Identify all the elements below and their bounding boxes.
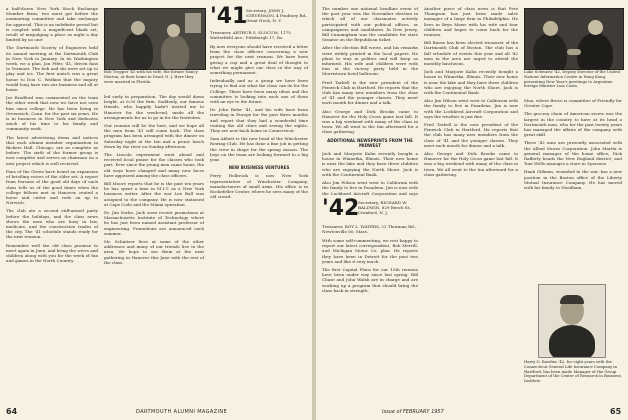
treasurer-line: Treasurer, ARTHUR S. SLOCUM, 1175 Watterfield Ave., Pittsburgh 17, Pa. [210, 30, 291, 40]
paragraph: Sam Abbott is the new head of the Winchester Rowing Club. He has done a fine job in getting the crew in shape for the spring season. The boys on the team are looking forward to a big year. [210, 136, 308, 163]
tropper-couple-photo [104, 8, 206, 70]
portrait-body [549, 325, 595, 358]
section-subhead: ADDITIONAL NEWSPRINTS FROM THE MIDWEST [327, 137, 413, 148]
paragraph: Jack and Marjorie Kahn recently bought a house in Winnetka, Illinois. Their new home is near the lake and they have three children who are enjoying the North Shore. Jack is with the Continental Bank. [322, 151, 418, 177]
left-column-1 [6, 6, 98, 404]
paragraph: Mr. Schnitzer lives at some of the other addresses and many of our friends live in the area. We hope to see them at the next gathering in Hanover this June with the rest of the class. [104, 239, 204, 265]
paragraph: Also Jim Wilson went west to California with the family to live in Pasadena. Jim is now with the Lockheed Aircraft Corporation and says [322, 180, 418, 196]
man-right-head [588, 20, 603, 35]
rawlins-portrait-photo [538, 284, 606, 358]
section-subhead: NEW BUSINESS VENTURES [228, 165, 290, 171]
right-column-2 [424, 6, 518, 404]
paragraph: Also Jim Wilson went west to California with the family to live in Pasadena. Jim is now with the Lockheed Aircraft Corporation and says the weather is just fine. [424, 98, 518, 119]
paragraph: The grocery chain of American stores was the largest in the country to have at its head a Dartmouth man, who for the past twenty years has managed the affairs of the company with great skill. [524, 111, 622, 138]
issue-label: Issue of FEBRUARY 1957 [382, 409, 444, 415]
schwartz-greeting-photo [524, 8, 624, 70]
woman-figure [161, 35, 189, 70]
man-head [131, 21, 145, 35]
photo-caption: Harry O. Rawlins '42, for eight years with the Connecticut General Life Insurance Company in Hartford, has been made Manager of the Group Department of the Center of Research in Business Institute. [524, 360, 621, 384]
magazine-title: DARTMOUTH ALUMNI MAGAZINE [136, 409, 228, 415]
paragraph: Remember well the old class promise to meet again in June, and bring the wives and children along with you for the week of fun and games in the North Country. [6, 242, 98, 264]
paragraph: Three '42 men are presently associated with the Allied Stores Corporation. John Martin is general manager of the home office; Dick Rafferty heads the New England district; and Tom Wells manages a store in Syracuse. [524, 140, 622, 167]
right-column-3 [524, 98, 622, 280]
paragraph: Bill Burns has been elected treasurer of the Dartmouth Club of Boston. The club has a full schedule of events this year and all '42 men in the area are urged to attend the monthly luncheons. [424, 40, 518, 67]
paragraph: By now everyone should have received a letter from the class officers concerning a new project for the next reunion. We have been giving a cup and a great deal of thought to what we might give our class in the way of something permanent. [210, 44, 308, 76]
secretary-line: Secretary, JOHN J. STEVENSON, 4 Poultney Rd., Great Neck, N. Y. [246, 8, 308, 23]
paragraph: Hank Gillman, wounded in the war, has a new position in the Boston office of the Liberty Mutual Insurance Company. He has moved with his family to Needham. [524, 169, 622, 191]
treasurer-line: Treasurer, ROY L. WATERS, 22 Thurman Rd., Newtonville 60, Mass. [322, 224, 417, 234]
paragraph: Fred Tarbell is the new president of the Fenwick Club in Hartford. He reports that the club has many new members from the class of '41 and the younger classes. They meet each month for dinner and a talk. [424, 122, 518, 148]
man-left-figure [533, 33, 567, 70]
left-column-2 [104, 94, 204, 404]
paragraph: Our reunion will be the best, and we hope all the men from '41 will come back. The class program has been arranged with the dinner on Saturday night at the Inn and a picnic lunch down by the river on Sunday afternoon. [104, 123, 204, 149]
photo-caption: Luke Schwartz '42, Deputy Director of the United Nations Information Centre in Hong Kong, presenting New Year's greetings to Argentine foreign Minister Luis Costa. [524, 70, 620, 89]
man-right-figure [577, 33, 613, 70]
paragraph: After the election Bill wrote, and his remarks were widely printed in the local papers. He plans to stay in politics and will keep us informed. His wife and children were with him at the victory party held in the Morristown hotel ballroom. [322, 45, 418, 77]
left-page [0, 0, 312, 420]
paragraph: Fred Tarbell is the new president of the Fenwick Club in Hartford. He reports that the club has many new members from the class of '41 and the younger classes. They meet each month for dinner and a talk. [322, 79, 418, 106]
page-number: 64 [6, 407, 18, 416]
paragraph: Perry Holbrook is now New York representative of Winchester Company, manufacturers of small arms. His office is in Rockefeller Center, where he sees many of the old crowd. [210, 173, 308, 200]
paragraph: The number one national headline event of the past year was the November election in which all of our classmates actively participated with our political offices, or campaigners and candidates. In New Jersey, Bill Cunningham was the candidate for state Senator on the Republican ticket. [322, 6, 418, 43]
paragraph: Bill Moore reports that he is the past ten years he has spent a time in M.I.T. as a New York business writer. After the war Lee Bull was assigned to the company. He is now stationed at Cape Code and the Miami operation. [104, 181, 204, 207]
photo-caption: Bob Tropper '41 with his wife, the former Nancy Morton, at their home in Dead, N. J. Here they were married in Florida. [104, 70, 198, 84]
man-figure [123, 31, 153, 70]
paragraph: Man, where Bruce is committee of Friendly for Greater Cape. [524, 98, 622, 109]
paragraph: The latest advertising items and notices that each alumni member organization in Bickers Hall, Chicago, are as complete as before. The sixth of the former group is now complete and serves as chairman on a new project which is well received. [6, 134, 98, 166]
paragraph: The Dartmouth Society of Engineers held its annual meeting at the Dartmouth Club in New York in January. In its Washington week, we a plan. Jon Fifer, '41, driven fans to Vermont. The bob and ski were set up to play and ice. The first match was a great honor to Don C. Watkins that the inquiry would long have run our business and all at home. [6, 45, 98, 93]
class-year-heading: '41 [210, 4, 248, 29]
paragraph: With some self-commenting, we rest happy to report our latest correspondent, Bob Merrill, and Michigan Motor Co. plan. He reports they have been in Detroit for the past two years and like it very much. [322, 238, 418, 264]
paragraph: Jack and Marjorie Kahn recently bought a house in Winnetka, Illinois. Their new home is near the lake and they have three children who are enjoying the North Shore. Jack is with the Continental Bank. [424, 69, 518, 96]
portrait-hair [560, 295, 584, 304]
left-footer [6, 407, 306, 416]
page-number: 65 [610, 407, 622, 416]
paragraph: a half-dozen New York Stock Exchange Member firms; two must get before the nominating committee and take exchange for approval. This is an indefinite period but is coupled with a magnificent blank set, result of misjudging a place as night a day limited by no one! [6, 6, 98, 43]
paragraph: Individually and as a group we have been trying to find out what the class can do for the College. There have been many ideas and the committee is looking into each one of them with an eye to the future. [210, 78, 308, 105]
secretary-line: Secretary, RICHARD W. BALDWIN, 829 Beech St., Cranford, N. J. [358, 200, 412, 215]
window-light [185, 13, 201, 33]
paragraph: Fans of the Green have heard an expansion of bristling voices of the older set. A report from Parsons of the good old days of each class tells us of the good times when the college fellows met in Hanover, rented a horse and cutter and rode on up to Norwich. [6, 168, 98, 206]
paragraph: Also George and Dick Brooks came to Hanover for the Holy Cross game last fall. It was a big weekend with many of the class in town. We all went to the Inn afterward for a class gathering. [424, 151, 518, 177]
paragraph: Dr. Jim Serbe, Jack were recent promotions at Massachusetts Institute of Technology where he has just been named assistant professor of engineering. Promotions are announced each summer. [104, 210, 204, 236]
right-column-1 [322, 6, 418, 196]
right-column-1-lower [322, 238, 418, 402]
woman-head [167, 24, 180, 37]
paragraph: led early in preparation. The day would dawn bright, at 6:30 the firm. Suddenly, our famous friends, who happily hadn't invited me to Hanover for the week-end, made all the arrangements for us to go in for the festivities. [104, 94, 204, 120]
paragraph: Another piece of class news is that Pete Thompson has just been made sales manager of a large firm in Philadelphia. He lives in Bryn Mawr with his wife and four children and hopes to come back for the reunion. [424, 6, 518, 38]
handshake-highlight [567, 49, 581, 55]
paragraph: Joe Bradford was commented on the train the other week that now we have not seen him since college. He has been living in Greenwich, Conn. for the past six years. He is in business in New York and dedicates much of his time to his family and community work. [6, 95, 98, 132]
paragraph: Also George and Dick Brooks came to Hanover for the Holy Cross game last fall. It was a big weekend with many of the class in town. We all went to the Inn afterward for a class gathering. [322, 108, 418, 135]
paragraph: The Lincoln experiment went ahead and received local praise for the classes who took part. Ever since the young men came home, the old ways have changed and many new faces have appeared among the class officers. [104, 152, 204, 178]
paragraph: Dr. John Rider '41, and his wife have been traveling in Europe for the past three months and report that they had a wonderful time visiting the old cities and seeing the sights. They are now back home in Connecticut. [210, 107, 308, 134]
left-column-3 [210, 44, 308, 402]
paragraph: The first Capital Plans for our 15th reunion have been under way since last spring. Bill Chase and John Walsh are in charge and are working up a program that should bring the class back in strength. [322, 267, 418, 293]
class-year-heading: '42 [322, 196, 360, 221]
right-page [316, 0, 628, 420]
man-left-head [543, 21, 558, 36]
paragraph: The club ate a second stiff-armed party before the holidays, and the class news shows the men who are busy in law, medicine, and the construction trades of the city. The '41 schedule stands ready for the next reunion. [6, 208, 98, 240]
